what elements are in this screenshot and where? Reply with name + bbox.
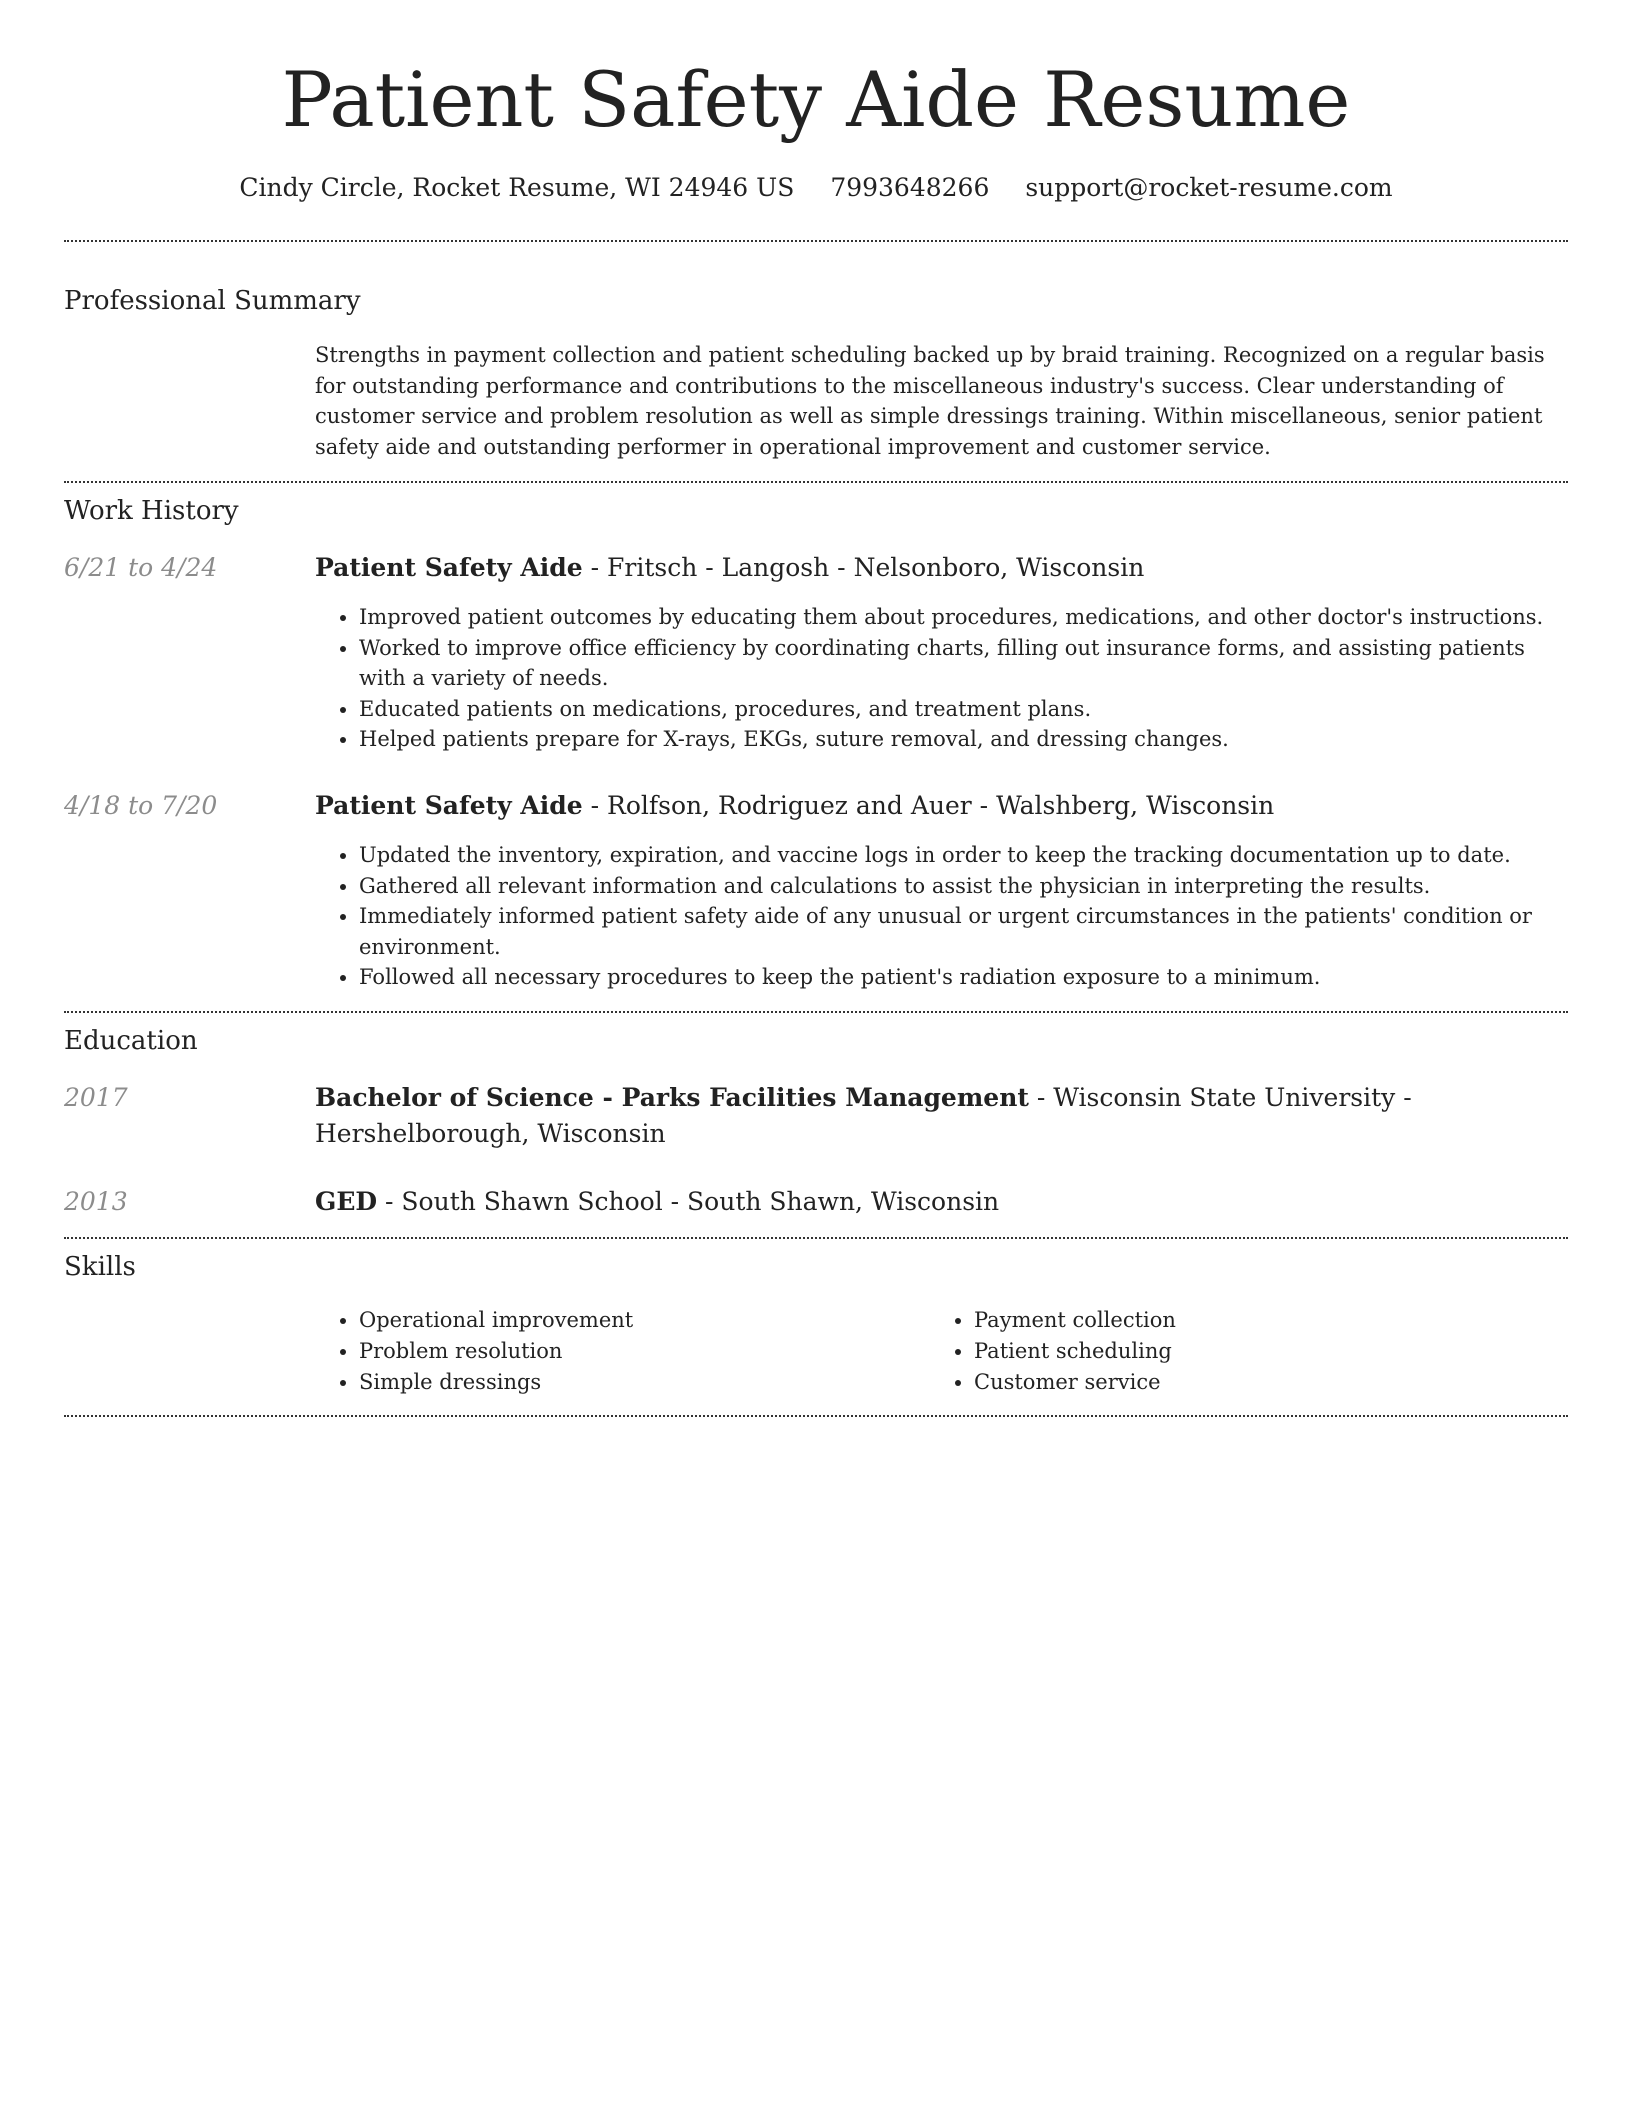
skills-list-right [930,1305,1530,1398]
education-heading: Education [64,1026,198,1056]
education-heading-entry [315,1184,1568,1220]
contact-line [64,170,1568,206]
job-bullet: • Immediately informed patient safety aide of any unusual or urgent circumstances in the patients' condition or environment. [359,901,1568,962]
skills-divider [64,1415,1568,1417]
skills-heading: Skills [64,1252,136,1282]
job-title: Patient Safety Aide [315,791,583,820]
skill-item: • Customer service [974,1367,1530,1398]
education-heading-entry [315,1080,1568,1152]
contact-phone: 7993648266 [830,173,990,202]
job-heading [315,550,1568,586]
job-bullet: • Updated the inventory, expiration, and vaccine logs in order to keep the tracking documentation up to date. [359,840,1568,871]
job-bullet-list [315,602,1568,755]
skill-item: • Payment collection [974,1305,1530,1336]
job-employer: - Rolfson, Rodriguez and Auer - Walshberg, Wisconsin [582,791,1275,820]
summary-divider [64,481,1568,483]
resume-title: Patient Safety Aide Resume [281,55,1351,144]
job-bullet-list [315,840,1568,993]
contact-email: support@rocket-resume.com [1025,173,1393,202]
skill-item: • Problem resolution [359,1336,915,1367]
job-dates: 4/18 to 7/20 [64,791,218,820]
summary-text: Strengths in payment collection and patient scheduling backed up by braid training. Recognized on a regular basis for outstanding performance and contributions to the miscellaneous industry's success. Clear understanding of customer service and problem resolution as well as simple dressings training. Within miscellaneous, senior patient safety aide and outstanding performer in operational improvement and customer service. [315,343,1545,459]
skill-item: • Operational improvement [359,1305,915,1336]
education-year: 2017 [64,1083,128,1112]
job-dates: 6/21 to 4/24 [64,553,218,582]
skills-list-left [315,1305,915,1398]
skill-item: • Patient scheduling [974,1336,1530,1367]
job-bullet: • Gathered all relevant information and calculations to assist the physician in interpreting the results. [359,871,1568,902]
job-bullet: • Helped patients prepare for X-rays, EKGs, suture removal, and dressing changes. [359,724,1568,755]
education-divider [64,1237,1568,1239]
work-divider [64,1011,1568,1013]
job-title: Patient Safety Aide [315,553,583,582]
job-heading [315,788,1568,824]
work-history-heading: Work History [64,496,239,526]
education-degree: Bachelor of Science - Parks Facilities Management [315,1083,1029,1112]
header-divider [64,240,1568,242]
job-bullet: • Educated patients on medications, procedures, and treatment plans. [359,694,1568,725]
job-bullet: • Improved patient outcomes by educating them about procedures, medications, and other doctor's instructions. [359,602,1568,633]
skill-item: • Simple dressings [359,1367,915,1398]
summary-heading: Professional Summary [64,286,361,316]
education-year: 2013 [64,1187,128,1216]
education-school: - South Shawn School - South Shawn, Wisconsin [377,1187,1000,1216]
job-bullet: • Followed all necessary procedures to keep the patient's radiation exposure to a minimum. [359,962,1568,993]
job-bullet: • Worked to improve office efficiency by coordinating charts, filling out insurance forms, and assisting patients with a variety of needs. [359,633,1568,694]
education-school: - Wisconsin State University - Hershelborough, Wisconsin [315,1083,1412,1148]
education-degree: GED [315,1187,378,1216]
job-employer: - Fritsch - Langosh - Nelsonboro, Wisconsin [582,553,1145,582]
contact-address: Cindy Circle, Rocket Resume, WI 24946 US [239,173,795,202]
